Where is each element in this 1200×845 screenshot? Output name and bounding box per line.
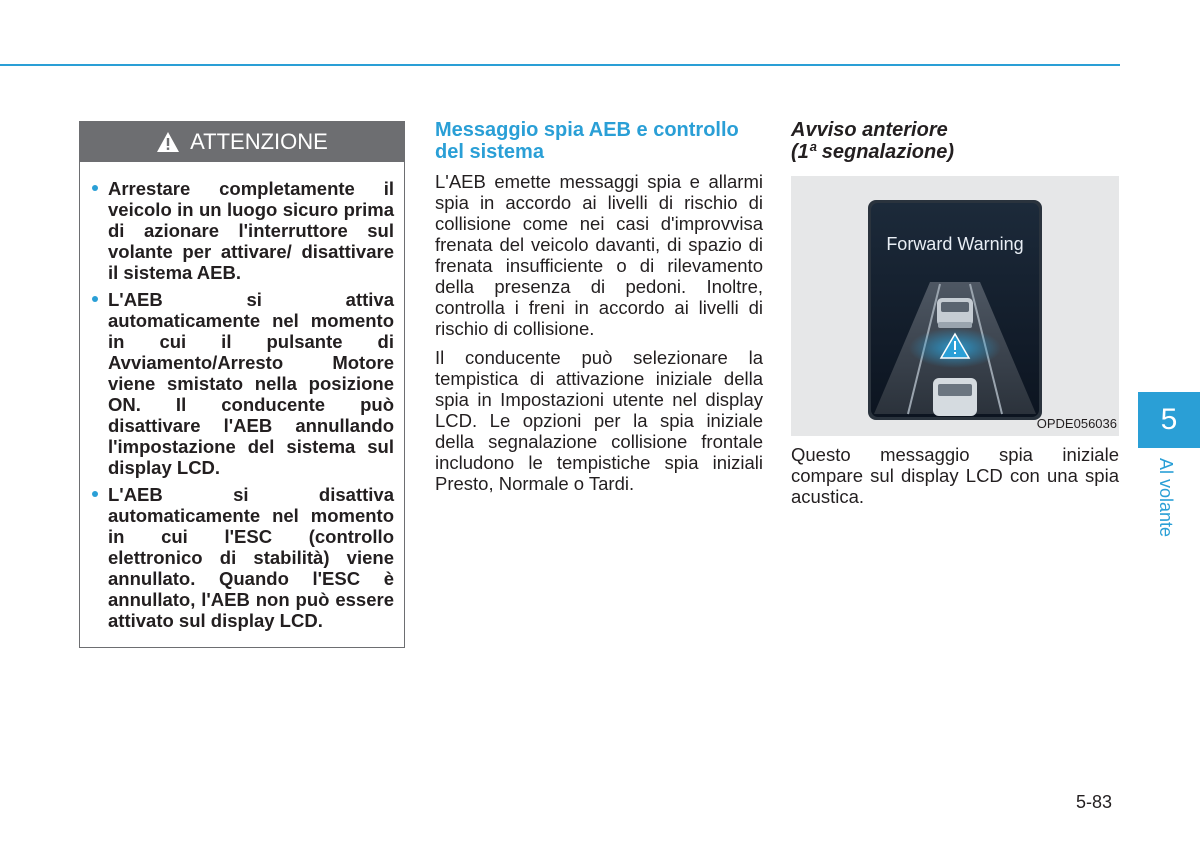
page-number: 5-83 — [1076, 792, 1113, 812]
top-rule — [0, 64, 1120, 66]
subsection-title-line1: Avviso anteriore — [791, 119, 948, 141]
warning-title: ATTENZIONE — [190, 129, 328, 154]
warning-triangle-icon — [156, 131, 180, 153]
warning-box — [79, 121, 405, 648]
figure-code: OPDE056036 — [1036, 416, 1117, 431]
middle-column — [435, 119, 763, 502]
warning-item: Arrestare completamente il veicolo in un luogo sicuro prima di azionare l'interruttore sul volante per attivare/ disattivare il sistema AEB. — [92, 178, 394, 283]
right-column — [791, 119, 1119, 515]
subsection-title — [791, 119, 1119, 163]
screen-text: Forward Warning — [886, 234, 1024, 254]
cluster-display-illustration — [868, 200, 1042, 420]
warning-header — [80, 122, 404, 162]
warning-item: L'AEB si disattiva automaticamente nel momento in cui l'ESC (controllo elettronico di stabilità) viene annullato. Quando l'ESC è annullato, l'AEB non può essere attivato sul display LCD. — [92, 484, 394, 631]
chapter-tab: 5 — [1138, 392, 1200, 448]
chapter-name: Al volante — [1156, 458, 1176, 538]
cluster-figure — [791, 176, 1119, 436]
section-title: Messaggio spia AEB e controllo del sistema — [435, 119, 739, 163]
subsection-title-line2: (1ª segnalazione) — [791, 141, 954, 163]
warning-list — [80, 162, 404, 631]
body-paragraph: Il conducente può selezionare la tempistica di attivazione iniziale della spia in Impostazioni utente nel display LCD. Le opzioni per la spia iniziale della segnalazione collisione frontale includono le tempistiche spia iniziali Presto, Normale o Tardi. — [435, 347, 763, 494]
body-paragraph: Questo messaggio spia iniziale compare sul display LCD con una spia acustica. — [791, 444, 1119, 507]
warning-item: L'AEB si attiva automaticamente nel momento in cui il pulsante di Avviamento/Arresto Motore viene smistato nella posizione ON. Il conducente può disattivare l'AEB annullando l'impostazione del sistema sul display LCD. — [92, 289, 394, 478]
body-paragraph: L'AEB emette messaggi spia e allarmi spia in accordo ai livelli di rischio di collisione come nei casi d'improvvisa frenata del veicolo davanti, di spazio di frenata insufficiente o di rilevamento della presenza di pedoni. Inoltre, controlla i freni in accordo ai livelli di rischio di collisione. — [435, 171, 763, 339]
